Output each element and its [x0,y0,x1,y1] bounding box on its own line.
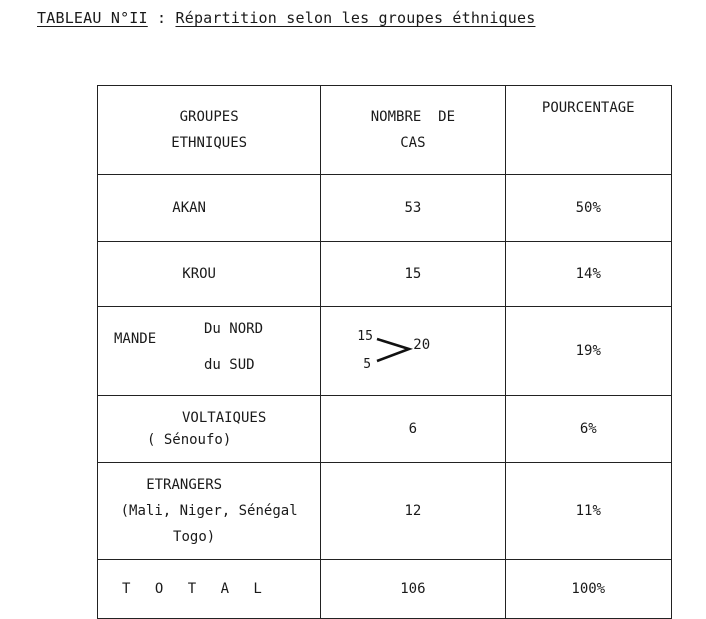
cell-percent-krou: 14% [505,242,671,307]
mande-count-nord: 15 [357,329,373,344]
voltaiques-line2: ( Sénoufo) [146,432,232,448]
header-groupes-line1: GROUPES [179,109,239,125]
ethnic-groups-table [97,85,672,619]
table-row [98,396,672,463]
title-text: Répartition selon les groupes éthniques [175,9,536,27]
table-title [37,9,535,27]
mande-count-sud: 5 [363,357,372,372]
cell-percent-voltaiques: 6% [505,396,671,463]
header-nombre-line2: CAS [400,135,426,151]
cell-count-etrangers: 12 [321,463,505,560]
mande-nord-label: Du NORD [204,321,264,337]
cell-total-label: T O T A L [98,560,321,619]
table-row [98,175,672,242]
cell-group-krou: KROU [98,242,321,307]
mande-label: MANDE [114,331,157,347]
etrangers-line1: ETRANGERS [146,477,223,493]
cell-count-mande [321,307,505,396]
table-row [98,307,672,396]
cell-total-count: 106 [321,560,505,619]
cell-group-etrangers [98,463,321,560]
cell-count-voltaiques: 6 [321,396,505,463]
cell-total-percent: 100% [505,560,671,619]
header-nombre-line1: NOMBRE DE [370,109,456,125]
mande-count-total: 20 [413,337,431,353]
cell-group-voltaiques [98,396,321,463]
header-groupes-line2: ETHNIQUES [171,135,248,151]
header-groupes [98,86,321,175]
title-separator: : [147,9,176,27]
table-total-row [98,560,672,619]
cell-percent-mande: 19% [505,307,671,396]
cell-percent-akan: 50% [505,175,671,242]
table-row [98,242,672,307]
etrangers-line3: Togo) [173,529,216,545]
header-pourcentage-label: POURCENTAGE [541,100,635,116]
title-prefix: TABLEAU N°II [37,9,148,27]
header-nombre [321,86,505,175]
table-row [98,463,672,560]
merge-bracket-icon [375,335,413,365]
header-pourcentage [505,86,671,175]
cell-count-krou: 15 [321,242,505,307]
table-header-row [98,86,672,175]
cell-percent-etrangers: 11% [505,463,671,560]
cell-group-mande [98,307,321,396]
voltaiques-line1: VOLTAIQUES [181,410,267,426]
cell-group-akan: AKAN [98,175,321,242]
etrangers-line2: (Mali, Niger, Sénégal [120,503,298,519]
cell-count-akan: 53 [321,175,505,242]
mande-sud-label: du SUD [204,357,255,373]
